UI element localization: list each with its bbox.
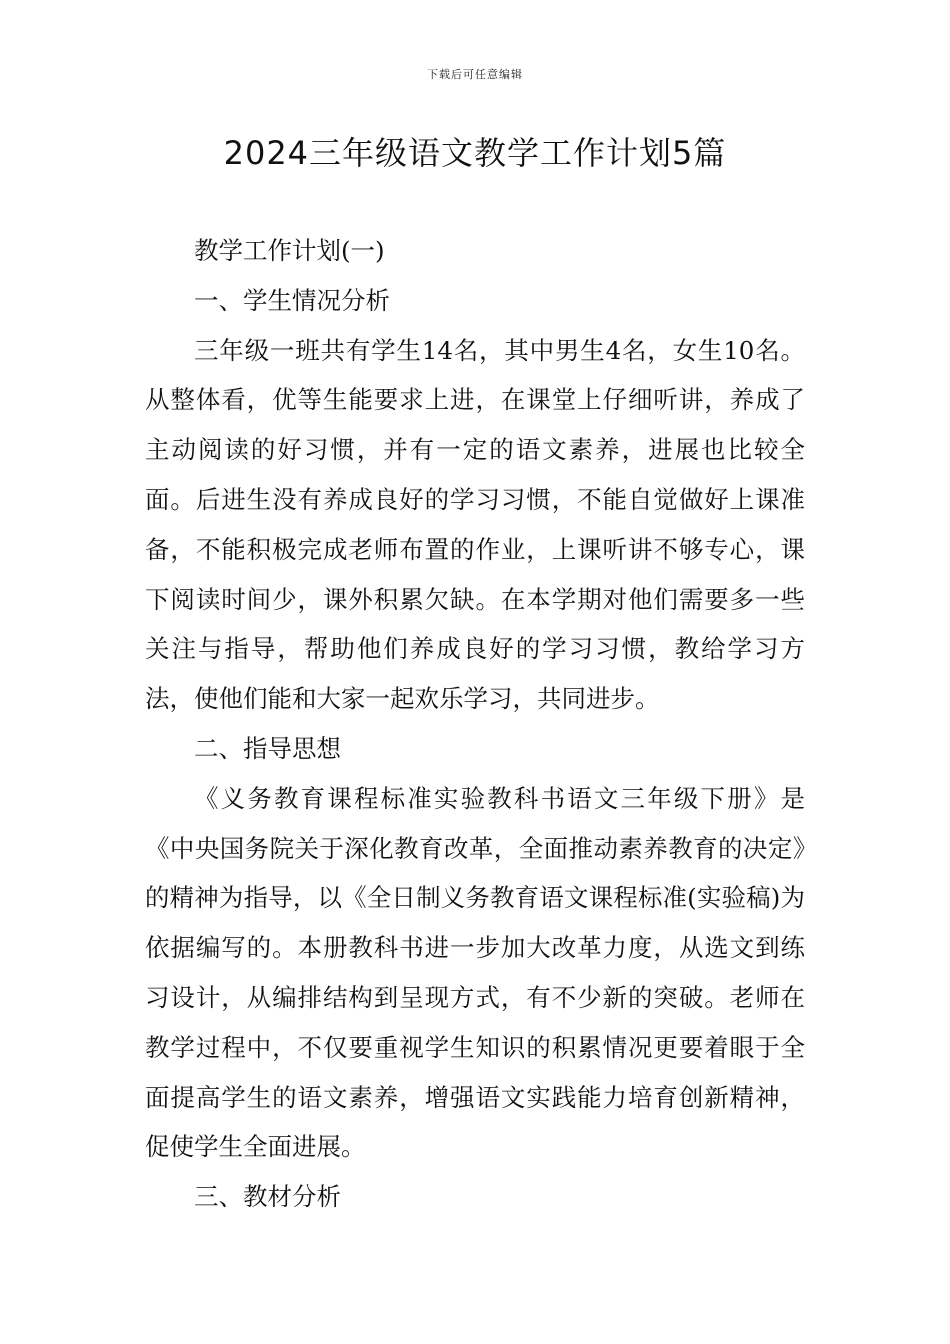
document-body [145,226,805,1222]
document-title: 2024三年级语文教学工作计划5篇 [223,134,727,172]
paragraph-guiding-ideology: 《义务教育课程标准实验教科书语文三年级下册》是《中央国务院关于深化教育改革，全面推动素养教育的决定》的精神为指导，以《全日制义务教育语文课程标准(实验稿)为依据编写的。本册教科书进一步加大改革力度，从选文到练习设计，从编排结构到呈现方式，有不少新的突破。老师在教学过程中，不仅要重视学生知识的积累情况更要着眼于全面提高学生的语文素养，增强语文实践能力培育创新精神，促使学生全面进展。 [145,783,805,1162]
section-heading-guiding-ideology: 二、指导思想 [194,733,341,763]
header-note: 下载后可任意编辑 [427,68,523,81]
section-heading-student-analysis: 一、学生情况分析 [194,285,390,315]
section-heading-textbook-analysis: 三、教材分析 [194,1182,341,1212]
paragraph-student-analysis: 三年级一班共有学生14名，其中男生4名，女生10名。从整体看，优等生能要求上进，在课堂上仔细听讲，养成了主动阅读的好习惯，并有一定的语文素养，进展也比较全面。后进生没有养成良好的学习习惯，不能自觉做好上课准备，不能积极完成老师布置的作业，上课听讲不够专心，课下阅读时间少，课外积累欠缺。在本学期对他们需要多一些关注与指导，帮助他们养成良好的学习习惯，教给学习方法，使他们能和大家一起欢乐学习，共同进步。 [145,335,805,714]
section-heading-plan-1: 教学工作计划(一) [194,236,385,265]
